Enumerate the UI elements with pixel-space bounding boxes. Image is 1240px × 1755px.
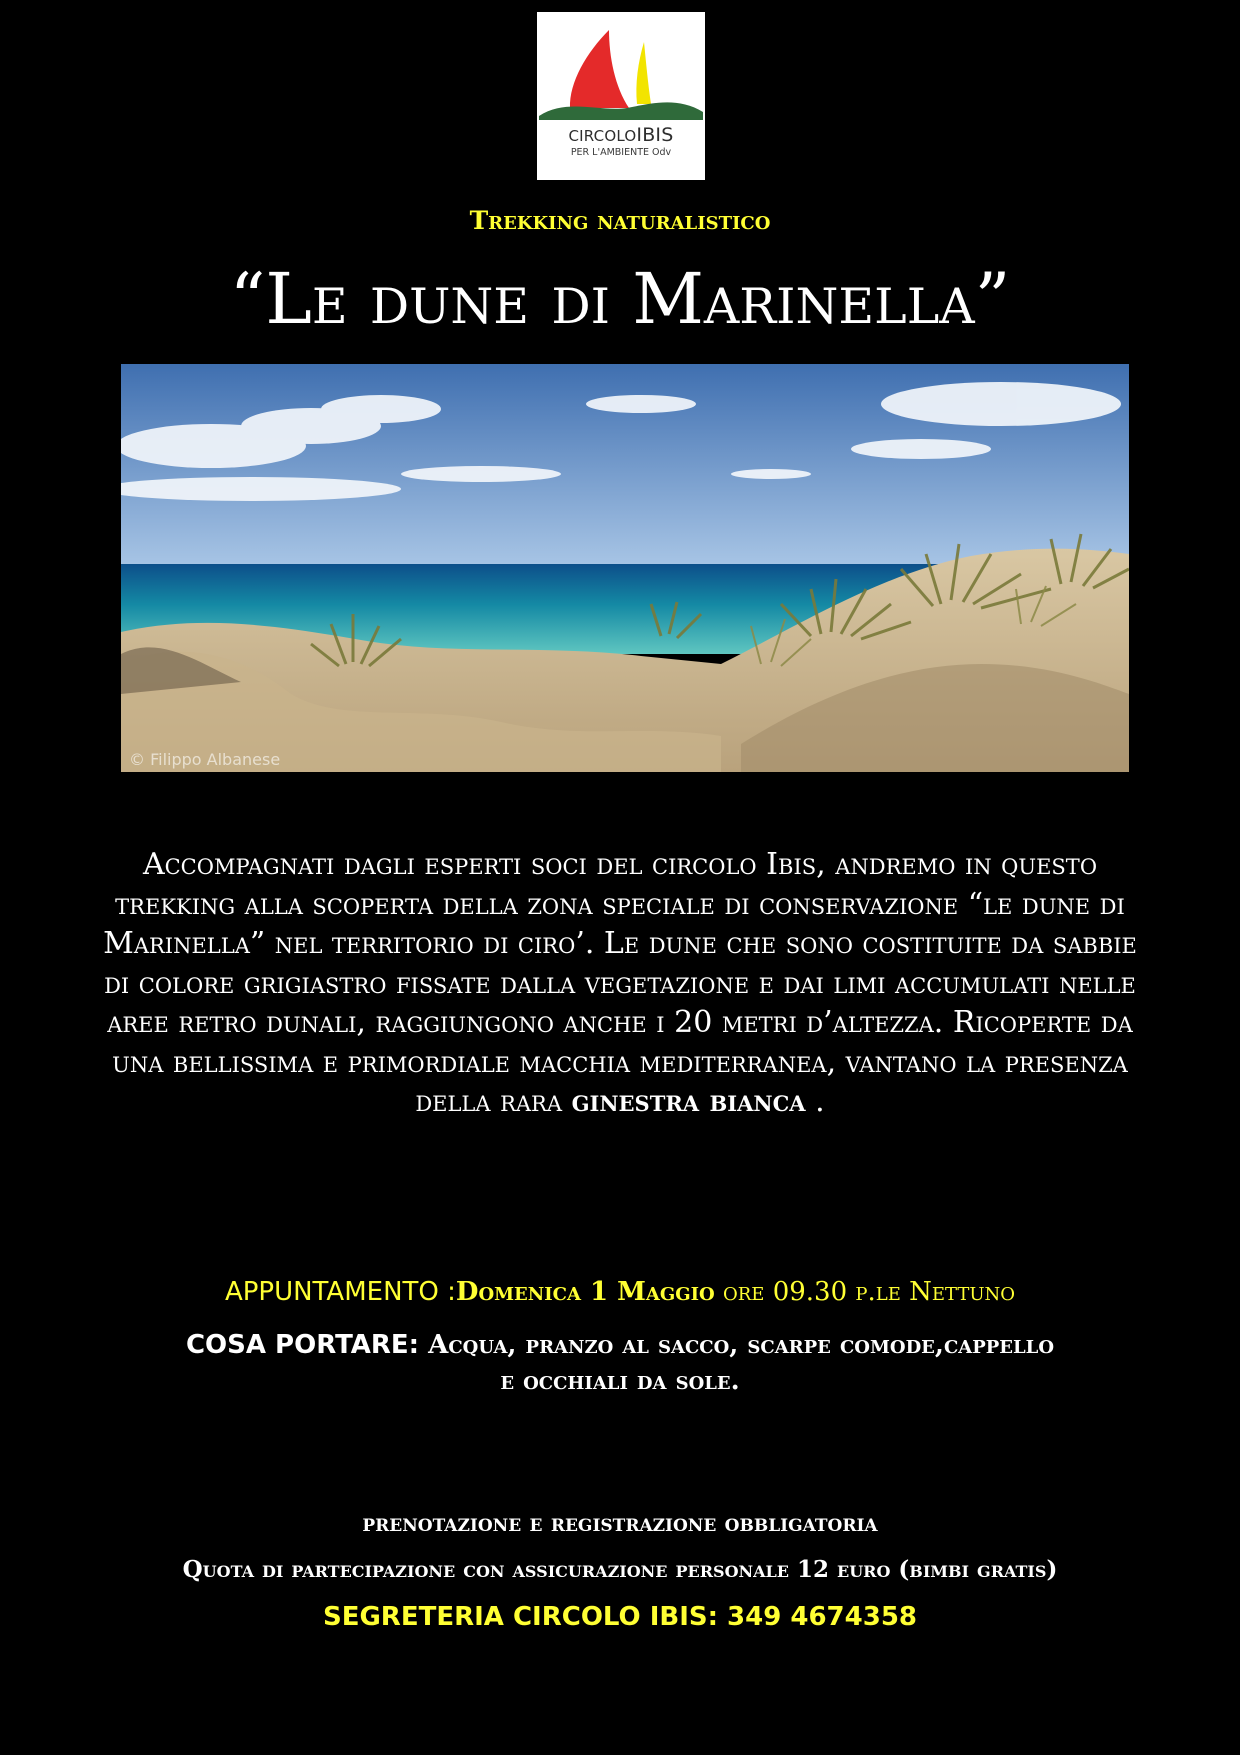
appointment-date: Domenica 1 Maggio	[455, 1277, 715, 1307]
dunes-photo	[121, 364, 1129, 772]
highlight-species: ginestra bianca	[571, 1084, 806, 1119]
contact-phone: SEGRETERIA CIRCOLO IBIS: 349 4674358	[322, 1602, 918, 1632]
event-title: “Le dune di Marinella”	[229, 258, 1011, 340]
photo-credit: © Filippo Albanese	[129, 750, 281, 769]
appointment-time-place: ore 09.30 p.le Nettuno	[714, 1277, 1016, 1307]
participation-fee: Quota di partecipazione con assicurazione personale 12 euro (bimbi gratis)	[182, 1556, 1058, 1583]
appointment-label: APPUNTAMENTO :	[224, 1277, 456, 1307]
booking-notice: prenotazione e registrazione obbligatoria	[362, 1508, 878, 1537]
what-to-bring	[180, 1327, 1060, 1399]
event-description: Accompagnati dagli esperti soci del circolo Ibis, andremo in questo trekking alla scoperta della zona speciale di conservazione “le dune di Marinella” nel territorio di ciro’. Le dune che sono costituite da sabbie di colore grigiastro fissate dalla vegetazione e dai limi accumulati nelle aree retro dunali, raggiungono anche i 20 metri d’altezza. Ricoperte da una bellissima e primordiale macchia mediterranea, vantano la presenza della rara ginestra bianca .	[103, 847, 1137, 1119]
what-to-bring-label: COSA PORTARE:	[185, 1330, 420, 1360]
circolo-ibis-logo	[537, 12, 705, 180]
appointment-line	[0, 1277, 1240, 1307]
logo-tagline: PER L'AMBIENTE Odv	[570, 147, 672, 158]
what-to-bring-text: Acqua, pranzo al sacco, scarpe comode,cappello e occhiali da sole.	[419, 1330, 1055, 1396]
logo-name: CIRCOLOIBIS	[568, 124, 674, 146]
event-subtitle: Trekking naturalistico	[469, 206, 771, 235]
